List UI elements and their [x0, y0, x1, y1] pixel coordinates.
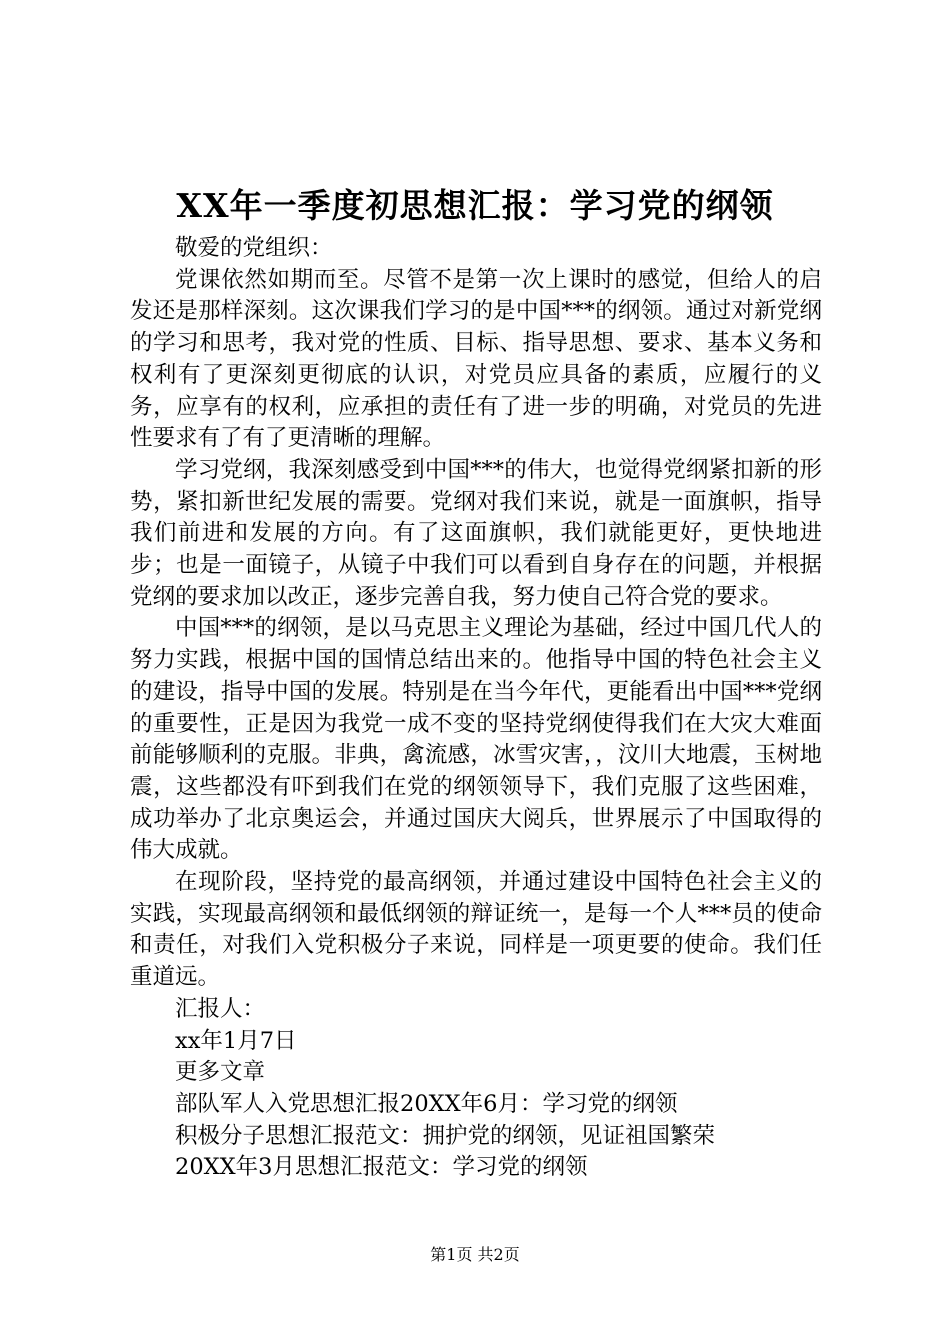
paragraph-4: 在现阶段，坚持党的最高纲领，并通过建设中国特色社会主义的实践，实现最高纲领和最低纲领的辩证统一，是每一个人***员的使命和责任，对我们入党积极分子来说，同样是一项更要的使命。我们任重道远。: [130, 869, 822, 991]
more-articles-label: 更多文章: [175, 1059, 266, 1086]
paragraph-1: 党课依然如期而至。尽管不是第一次上课时的感觉，但给人的启发还是那样深刻。这次课我们学习的是中国***的纲领。通过对新党纲的学习和思考，我对党的性质、目标、指导思想、要求、基本义务和权利有了更深刻更彻底的认识，对党员应具备的素质，应履行的义务，应享有的权利，应承担的责任有了进一步的明确，对党员的先进性要求有了有了更清晰的理解。: [130, 266, 822, 452]
report-date: xx年1月7日: [175, 1027, 297, 1054]
related-article-link[interactable]: 20XX年3月思想汇报范文：学习党的纲领: [175, 1154, 588, 1181]
reporter-label: 汇报人：: [175, 995, 266, 1022]
salutation: 敬爱的党组织：: [175, 235, 333, 261]
document-body: [130, 233, 822, 1184]
page-footer: 第1页 共2页: [430, 1245, 520, 1264]
document-title: XX年一季度初思想汇报：学习党的纲领: [176, 186, 774, 225]
paragraph-3: 中国***的纲领，是以马克思主义理论为基础，经过中国几代人的努力实践，根据中国的国情总结出来的。他指导中国的特色社会主义的建设，指导中国的发展。特别是在当今年代，更能看出中国***党纲的重要性，正是因为我党一成不变的坚持党纲使得我们在大灾大难面前能够顺利的克服。非典，禽流感，冰雪灾害，，汶川大地震，玉树地震，这些都没有吓到我们在党的纲领领导下，我们克服了这些困难，成功举办了北京奥运会，并通过国庆大阅兵，世界展示了中国取得的伟大成就。: [130, 615, 822, 864]
related-article-link[interactable]: 部队军人入党思想汇报20XX年6月：学习党的纲领: [175, 1090, 678, 1117]
related-article-link[interactable]: 积极分子思想汇报范文：拥护党的纲领，见证祖国繁荣: [175, 1122, 716, 1149]
paragraph-2: 学习党纲，我深刻感受到中国***的伟大，也觉得党纲紧扣新的形势，紧扣新世纪发展的需要。党纲对我们来说，就是一面旗帜，指导我们前进和发展的方向。有了这面旗帜，我们就能更好，更快地进步；也是一面镜子，从镜子中我们可以看到自身存在的问题，并根据党纲的要求加以改正，逐步完善自我，努力使自己符合党的要求。: [130, 456, 822, 610]
